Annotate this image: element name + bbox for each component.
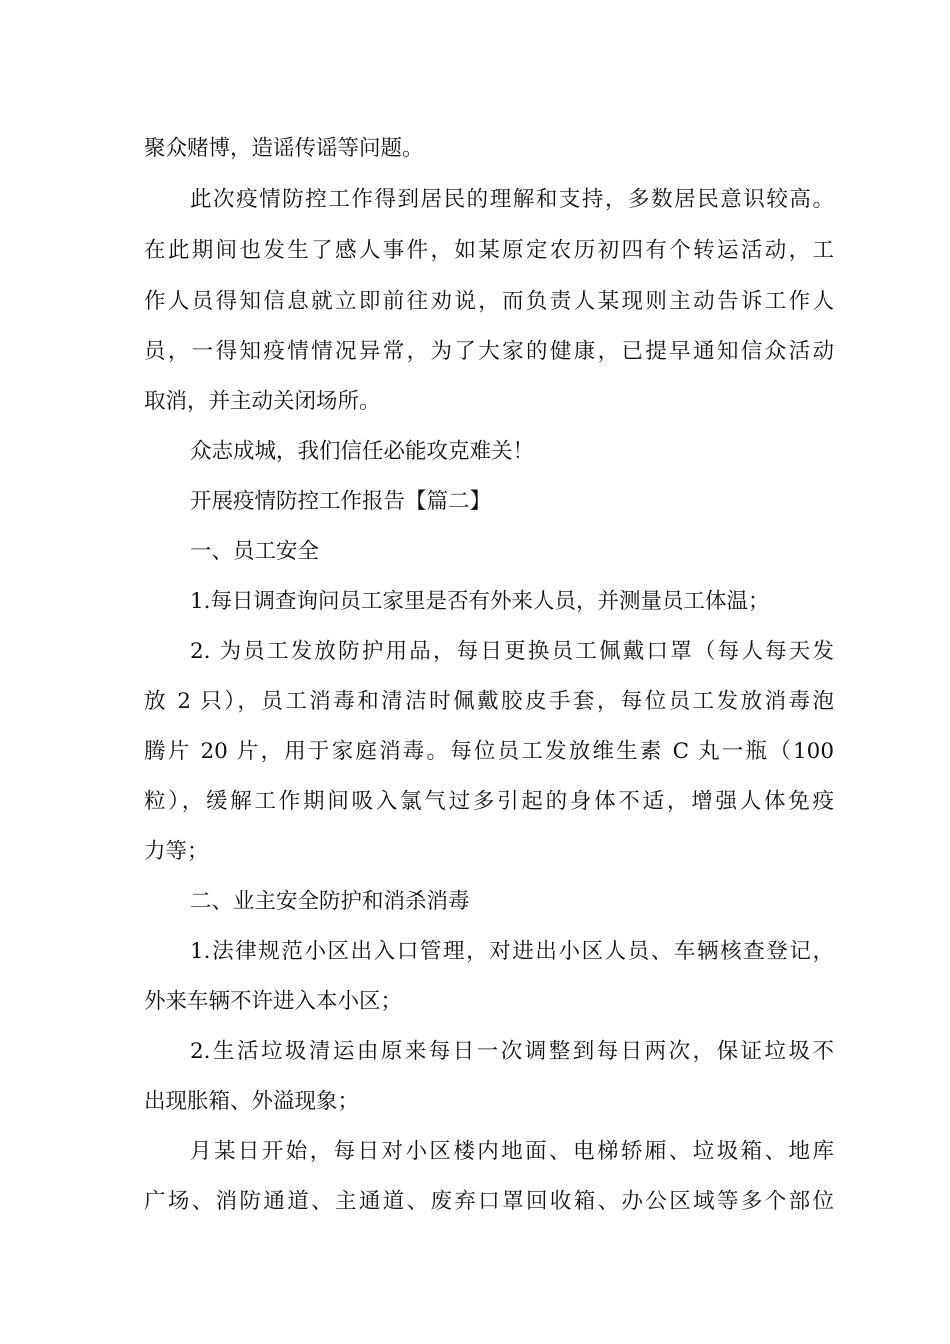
paragraph-line: 众志成城，我们信任必能攻克难关！ <box>190 439 535 464</box>
text-line: 腾片 20 片，用于家庭消毒。每位员工发放维生素 C 丸一瓶（100 <box>144 739 834 764</box>
text-line: 出现胀箱、外溢现象； <box>144 1089 360 1114</box>
text-line: 取消，并主动关闭场所。 <box>144 389 381 414</box>
text-line: 作人员得知信息就立即前往劝说，而负责人某现则主动告诉工作人 <box>144 289 834 314</box>
list-item: 2. 为员工发放防护用品，每日更换员工佩戴口罩（每人每天发 <box>190 639 834 664</box>
list-item: 1.每日调查询问员工家里是否有外来人员，并测量员工体温； <box>190 589 770 614</box>
paragraph-line: 月某日开始，每日对小区楼内地面、电梯轿厢、垃圾箱、地库 <box>190 1139 834 1164</box>
text-line: 广场、消防通道、主通道、废弃口罩回收箱、办公区域等多个部位 <box>144 1189 834 1214</box>
text-line: 在此期间也发生了感人事件，如某原定农历初四有个转运活动，工 <box>144 238 834 263</box>
text-line: 聚众赌博，造谣传谣等问题。 <box>144 136 424 161</box>
text-line: 粒），缓解工作期间吸入氯气过多引起的身体不适，增强人体免疫 <box>144 789 834 814</box>
text-line: 员，一得知疫情情况异常，为了大家的健康，已提早通知信众活动 <box>144 339 834 364</box>
paragraph-line: 此次疫情防控工作得到居民的理解和支持，多数居民意识较高。 <box>190 187 834 212</box>
text-line: 放 2 只），员工消毒和清洁时佩戴胶皮手套，每位员工发放消毒泡 <box>144 689 834 714</box>
list-item: 2.生活垃圾清运由原来每日一次调整到每日两次，保证垃圾不 <box>190 1039 834 1064</box>
list-item: 1.法律规范小区出入口管理，对进出小区人员、车辆核查登记， <box>190 939 834 964</box>
section-heading: 一、员工安全 <box>190 539 320 564</box>
section-title: 开展疫情防控工作报告【篇二】 <box>190 489 492 514</box>
section-heading: 二、业主安全防护和消杀消毒 <box>190 889 470 914</box>
text-line: 外来车辆不许进入本小区； <box>144 989 403 1014</box>
text-line: 力等； <box>144 839 209 864</box>
